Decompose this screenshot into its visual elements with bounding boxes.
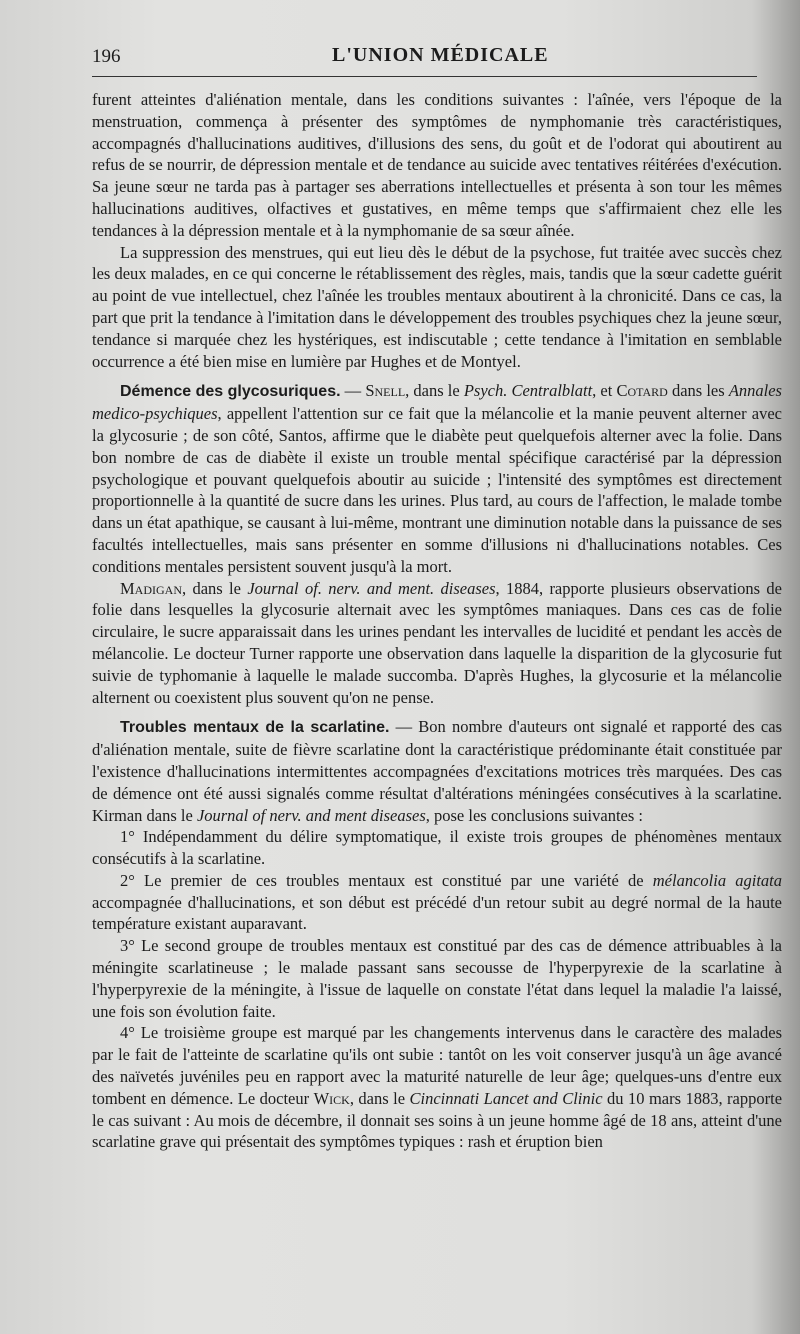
paragraph-text: 4° Le troisième groupe est marqué par les changements intervenus dans le caractère des malades par le fait de l'atteinte de scarlatine qu'ils ont subie : tantôt on les voit conserver jusqu'à un âge avancé des naïvetés juvéniles peu en rapport avec la maturité naturelle de leur âge; quelques-uns d'entre eux tombent en démence. Le docteur xyxy=(92,1023,782,1108)
paragraph-text: — xyxy=(340,381,366,401)
numbered-paragraph xyxy=(92,870,782,935)
paragraph-text: , appellent l'attention sur ce fait que la mélancolie et la manie peuvent alterner avec la glycosurie ; de son côté, Santos, affirme que le diabète peut quelquefois alterner avec la folie. Dans bon nombre de cas de diabète il existe un trouble mental spécifique caractérisé par la dépression psychologique et pouvant quelquefois aboutir au suicide ; l'intensité des symptômes est directement proportionnelle à la quantité de sucre dans les urines. Plus tard, au cours de l'affection, le malade tombe dans un état apathique, se causant à lui-même, montrant une diminution notable dans la puissance de ses facultés intellectuelles, mais sans présenter en somme d'illusions ni d'hallucinations notables. Ces conditions mentales persistent souvent jusqu'à la mort. xyxy=(92,404,782,576)
journal-reference: Journal of nerv. and ment diseases xyxy=(196,805,426,825)
paragraph-text: , dans le xyxy=(349,1088,410,1108)
journal-reference: Annales medico-psychiques xyxy=(92,381,782,424)
author-name: Madigan xyxy=(120,578,182,598)
paragraph-text: 2° Le premier de ces troubles mentaux est constitué par une variété de xyxy=(120,870,653,890)
paragraph-text: La suppression des menstrues, qui eut lieu dès le début de la psychose, fut traitée avec succès chez les deux malades, en ce qui concerne le rétablissement des règles, mais, tandis que la sœur cadette guérit au point de vue intellectuel, chez l'aînée les troubles mentaux aboutirent à la chronicité. Dans ce cas, la part que prit la tendance à l'imitation dans le développement des troubles psychiques chez la jeune sœur, tendance si marquée chez les hystériques, est indiscutable ; cette tendance à l'imitation en semblable occurrence a été bien mise en lumière par Hughes et de Montyel. xyxy=(92,242,782,371)
journal-reference: Psych. Centralblatt xyxy=(463,381,593,401)
term-italic: mélancolia agitata xyxy=(652,870,782,890)
paragraph-text: 1° Indépendamment du délire symptomatique, il existe trois groupes de phénomènes mentaux consécutifs à la scarlatine. xyxy=(92,827,782,869)
header-rule xyxy=(92,76,757,77)
paragraph-text: du 10 mars 1883, rapporte le cas suivant : Au mois de décembre, il donnait ses soins à un jeune homme âgé de 18 ans, atteint d'une scarlatine grave qui présentait des symptômes typiques : rash et éruption bien xyxy=(92,1088,783,1152)
paragraph xyxy=(92,242,782,373)
paragraph-text: furent atteintes d'aliénation mentale, dans les conditions suivantes : l'aînée, vers l'époque de la menstruation, commença à présenter des symptômes de nymphomanie très caractéristiques, accompagnés d'hallucinations auditives, d'illusions des sens, du goût et de l'odorat qui aboutirent au refus de se nourrir, de dépression mentale et de tendance au suicide avec tentatives réitérées d'exécution. Sa jeune sœur ne tarda pas à partager ses aberrations intellectuelles et présenta à son tour les mêmes hallucinations auditives, olfactives et gustatives, en même temps que s'affirmaient chez elle les tendances à la dépression mentale et à la nymphomanie de sa sœur aînée. xyxy=(92,90,782,240)
section-paragraph xyxy=(92,380,782,577)
paragraph-text: — Bon nombre d'auteurs ont signalé et rapporté des cas d'aliénation mentale, suite de fièvre scarlatine dont la caractéristique prédominante était constituée par l'existence d'hallucinations intermittentes accompagnées d'excitations motrices très marquées. Des cas de démence ont été aussi signalés comme résultat d'altérations méningées consécutives à la scarlatine. Kirman dans le xyxy=(92,717,782,825)
paragraph-text: , 1884, rapporte plusieurs observations de folie dans lesquelles la glycosurie alternait avec les symptômes maniaques. Dans ces cas de folie circulaire, le sucre apparaissait dans les urines pendant les intervalles de lucidité et pendant les accès de mélancolie. Le docteur Turner rapporte une observation dans laquelle la disparition de la glycosurie fut suivie de typhomanie à laquelle le malade succomba. D'après Hughes, la glycosurie et la mélancolie alternent ou coexistent plus souvent qu'on ne pense. xyxy=(92,578,782,707)
journal-title: L'UNION MÉDICALE xyxy=(332,44,549,66)
page-header xyxy=(92,40,782,68)
numbered-paragraph xyxy=(92,1022,782,1153)
paragraph-text: , dans le xyxy=(405,381,464,401)
paragraph xyxy=(92,578,782,709)
page-number: 196 xyxy=(92,46,121,67)
journal-reference: Cincinnati Lancet and Clinic xyxy=(409,1088,603,1108)
author-name: Snell xyxy=(365,381,406,401)
author-name: Wick xyxy=(313,1088,350,1108)
paragraph-text: dans les xyxy=(667,381,729,401)
paragraph xyxy=(92,89,782,242)
paragraph-text: , et xyxy=(592,381,617,401)
article-body xyxy=(92,89,782,1153)
journal-reference: Journal of. nerv. and ment. diseases xyxy=(247,578,496,598)
numbered-paragraph xyxy=(92,826,782,870)
paragraph-text: 3° Le second groupe de troubles mentaux est constitué par des cas de démence attribuables à la méningite scarlatineuse ; le malade passant sans secousse de l'hyperpyrexie de la scarlatine à l'hyperpyrexie de la méningite, à l'issue de laquelle on constate l'état dans lequel la maladie l'a laissé, une fois son évolution faite. xyxy=(92,936,782,1021)
author-name: Cotard xyxy=(616,381,668,401)
section-heading: Démence des glycosuriques. xyxy=(120,383,341,401)
section-paragraph xyxy=(92,716,782,826)
paragraph-text: accompagnée d'hallucinations, et son début est précédé d'un retour subit au degré normal de la haute température existant auparavant. xyxy=(92,892,782,934)
paragraph-text: , pose les conclusions suivantes : xyxy=(425,805,643,825)
section-heading: Troubles mentaux de la scarlatine. xyxy=(120,719,390,737)
paragraph-text: , dans le xyxy=(182,578,248,598)
numbered-paragraph xyxy=(92,935,782,1022)
